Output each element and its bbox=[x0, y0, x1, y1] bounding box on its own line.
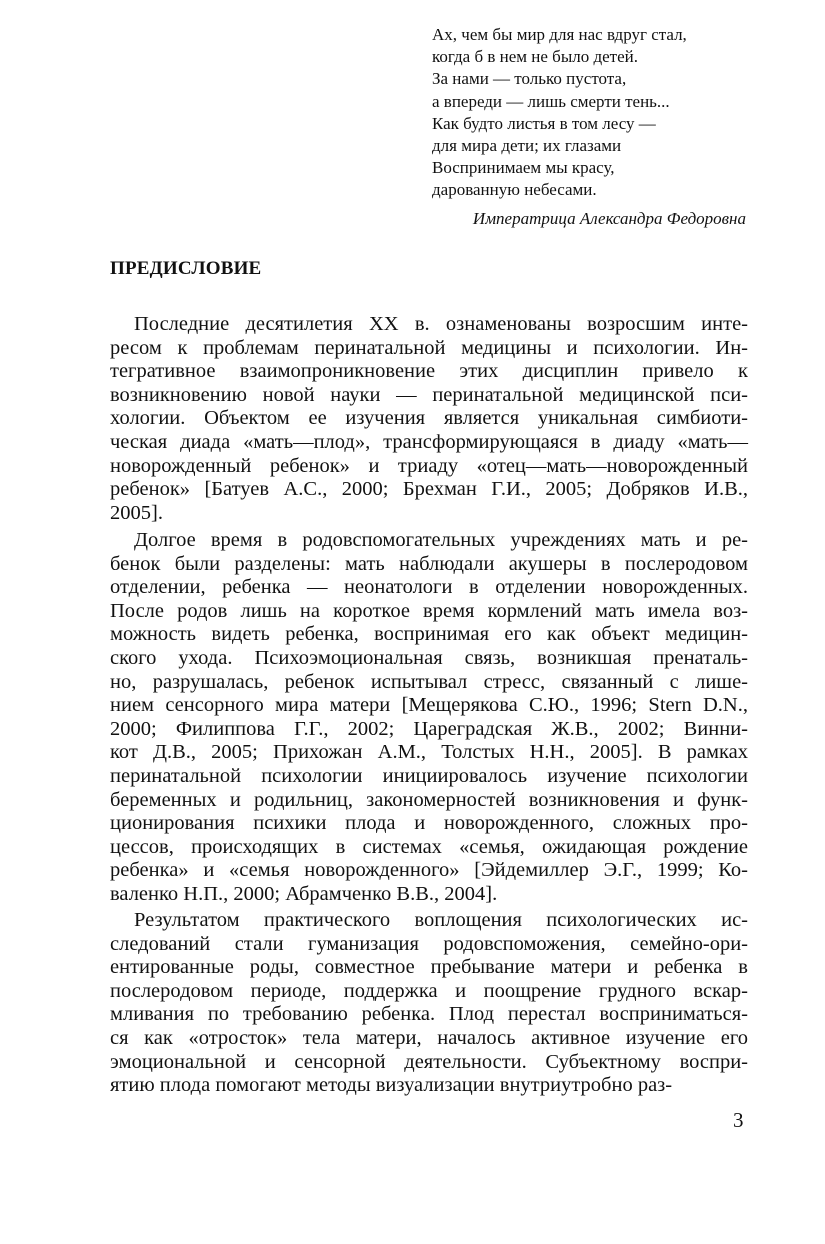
text-line: перинатальной психологии инициировалось изучение психологии bbox=[110, 764, 748, 787]
paragraph-1 bbox=[110, 313, 748, 525]
text-line: ентированные роды, совместное пребывание матери и ребенка в bbox=[110, 956, 748, 979]
epigraph-line: Ах, чем бы мир для нас вдруг стал, bbox=[432, 25, 687, 44]
text-line: можность видеть ребенка, воспринимая его как объект медицин- bbox=[110, 623, 748, 646]
text-line: послеродовом периоде, поддержка и поощрение грудного вскар- bbox=[110, 979, 748, 1002]
epigraph-line: Воспринимаем мы красу, bbox=[432, 158, 615, 178]
text-line: ского ухода. Психоэмоциональная связь, возникшая пренаталь- bbox=[110, 646, 748, 669]
epigraph-line: когда б в нем не было детей. bbox=[432, 47, 639, 67]
text-line: эмоциональной и сенсорной деятельности. Субъектному воспри- bbox=[110, 1050, 748, 1073]
epigraph-line: для мира дети; их глазами bbox=[432, 136, 622, 156]
text-line: ребенок» [Батуев А.С., 2000; Брехман Г.И., 2005; Добряков И.В., bbox=[110, 478, 748, 501]
epigraph-line: За нами — только пустота, bbox=[432, 69, 627, 89]
text-line: Последние десятилетия XX в. ознаменованы возросшим инте- bbox=[134, 313, 748, 335]
epigraph-attribution: Императрица Александра Федоровна bbox=[472, 209, 746, 228]
text-line: цессов, происходящих в системах «семья, ожидающая рождение bbox=[110, 835, 748, 858]
text-line: После родов лишь на короткое время кормлений мать имела воз- bbox=[110, 599, 748, 622]
text-line: валенко Н.П., 2000; Абрамченко В.В., 2004]. bbox=[110, 882, 498, 905]
text-line: возникновению новой науки — перинатальной медицинской пси- bbox=[110, 383, 748, 406]
epigraph-line: а впереди — лишь смерти тень... bbox=[432, 91, 670, 111]
paragraph-2 bbox=[110, 529, 748, 907]
text-line: 2000; Филиппова Г.Г., 2002; Цареградская Ж.В., 2002; Винни- bbox=[110, 717, 748, 740]
epigraph-line: Как будто листья в том лесу — bbox=[432, 113, 656, 133]
page-number: 3 bbox=[733, 1108, 744, 1132]
epigraph bbox=[432, 24, 752, 202]
text-line: Долгое время в родовспомогательных учреждениях мать и ре- bbox=[134, 529, 748, 551]
text-line: ческая диада «мать—плод», трансформирующаяся в диаду «мать— bbox=[110, 430, 748, 453]
text-line: кот Д.В., 2005; Прихожан А.М., Толстых Н.Н., 2005]. В рамках bbox=[110, 741, 748, 764]
text-line: тегративное взаимопроникновение этих дисциплин привело к bbox=[110, 360, 748, 383]
text-line: нием сенсорного мира матери [Мещерякова С.Ю., 1996; Stern D.N., bbox=[110, 694, 748, 717]
text-line: ятию плода помогают методы визуализации внутриутробно раз- bbox=[110, 1074, 673, 1097]
text-line: беременных и родильниц, закономерностей возникновения и функ- bbox=[110, 788, 748, 811]
section-heading: ПРЕДИСЛОВИЕ bbox=[110, 258, 262, 279]
epigraph-line: дарованную небесами. bbox=[432, 180, 597, 200]
text-line: хологии. Объектом ее изучения является уникальная симбиоти- bbox=[110, 407, 748, 430]
text-line: следований стали гуманизация родовспоможения, семейно-ори- bbox=[110, 932, 748, 955]
text-line: мливания по требованию ребенка. Плод перестал восприниматься- bbox=[110, 1003, 748, 1026]
text-line: ся как «отросток» тела матери, началось активное изучение его bbox=[110, 1026, 748, 1049]
text-line: ребенка» и «семья новорожденного» [Эйдемиллер Э.Г., 1999; Ко- bbox=[110, 859, 748, 882]
text-line: но, разрушалась, ребенок испытывал стресс, связанный с лише- bbox=[110, 670, 748, 693]
text-line: бенок были разделены: мать наблюдали акушеры в послеродовом bbox=[110, 552, 748, 575]
text-line: отделении, ребенка — неонатологи в отделении новорожденных. bbox=[110, 576, 748, 599]
text-line: ционирования психики плода и новорожденного, сложных про- bbox=[110, 812, 748, 835]
text-line: Результатом практического воплощения психологических ис- bbox=[134, 909, 748, 931]
text-line: новорожденный ребенок» и триаду «отец—мать—новорожденный bbox=[110, 454, 748, 477]
text-line: ресом к проблемам перинатальной медицины и психологии. Ин- bbox=[110, 336, 748, 359]
text-line: 2005]. bbox=[110, 501, 163, 524]
paragraph-3 bbox=[110, 909, 748, 1098]
